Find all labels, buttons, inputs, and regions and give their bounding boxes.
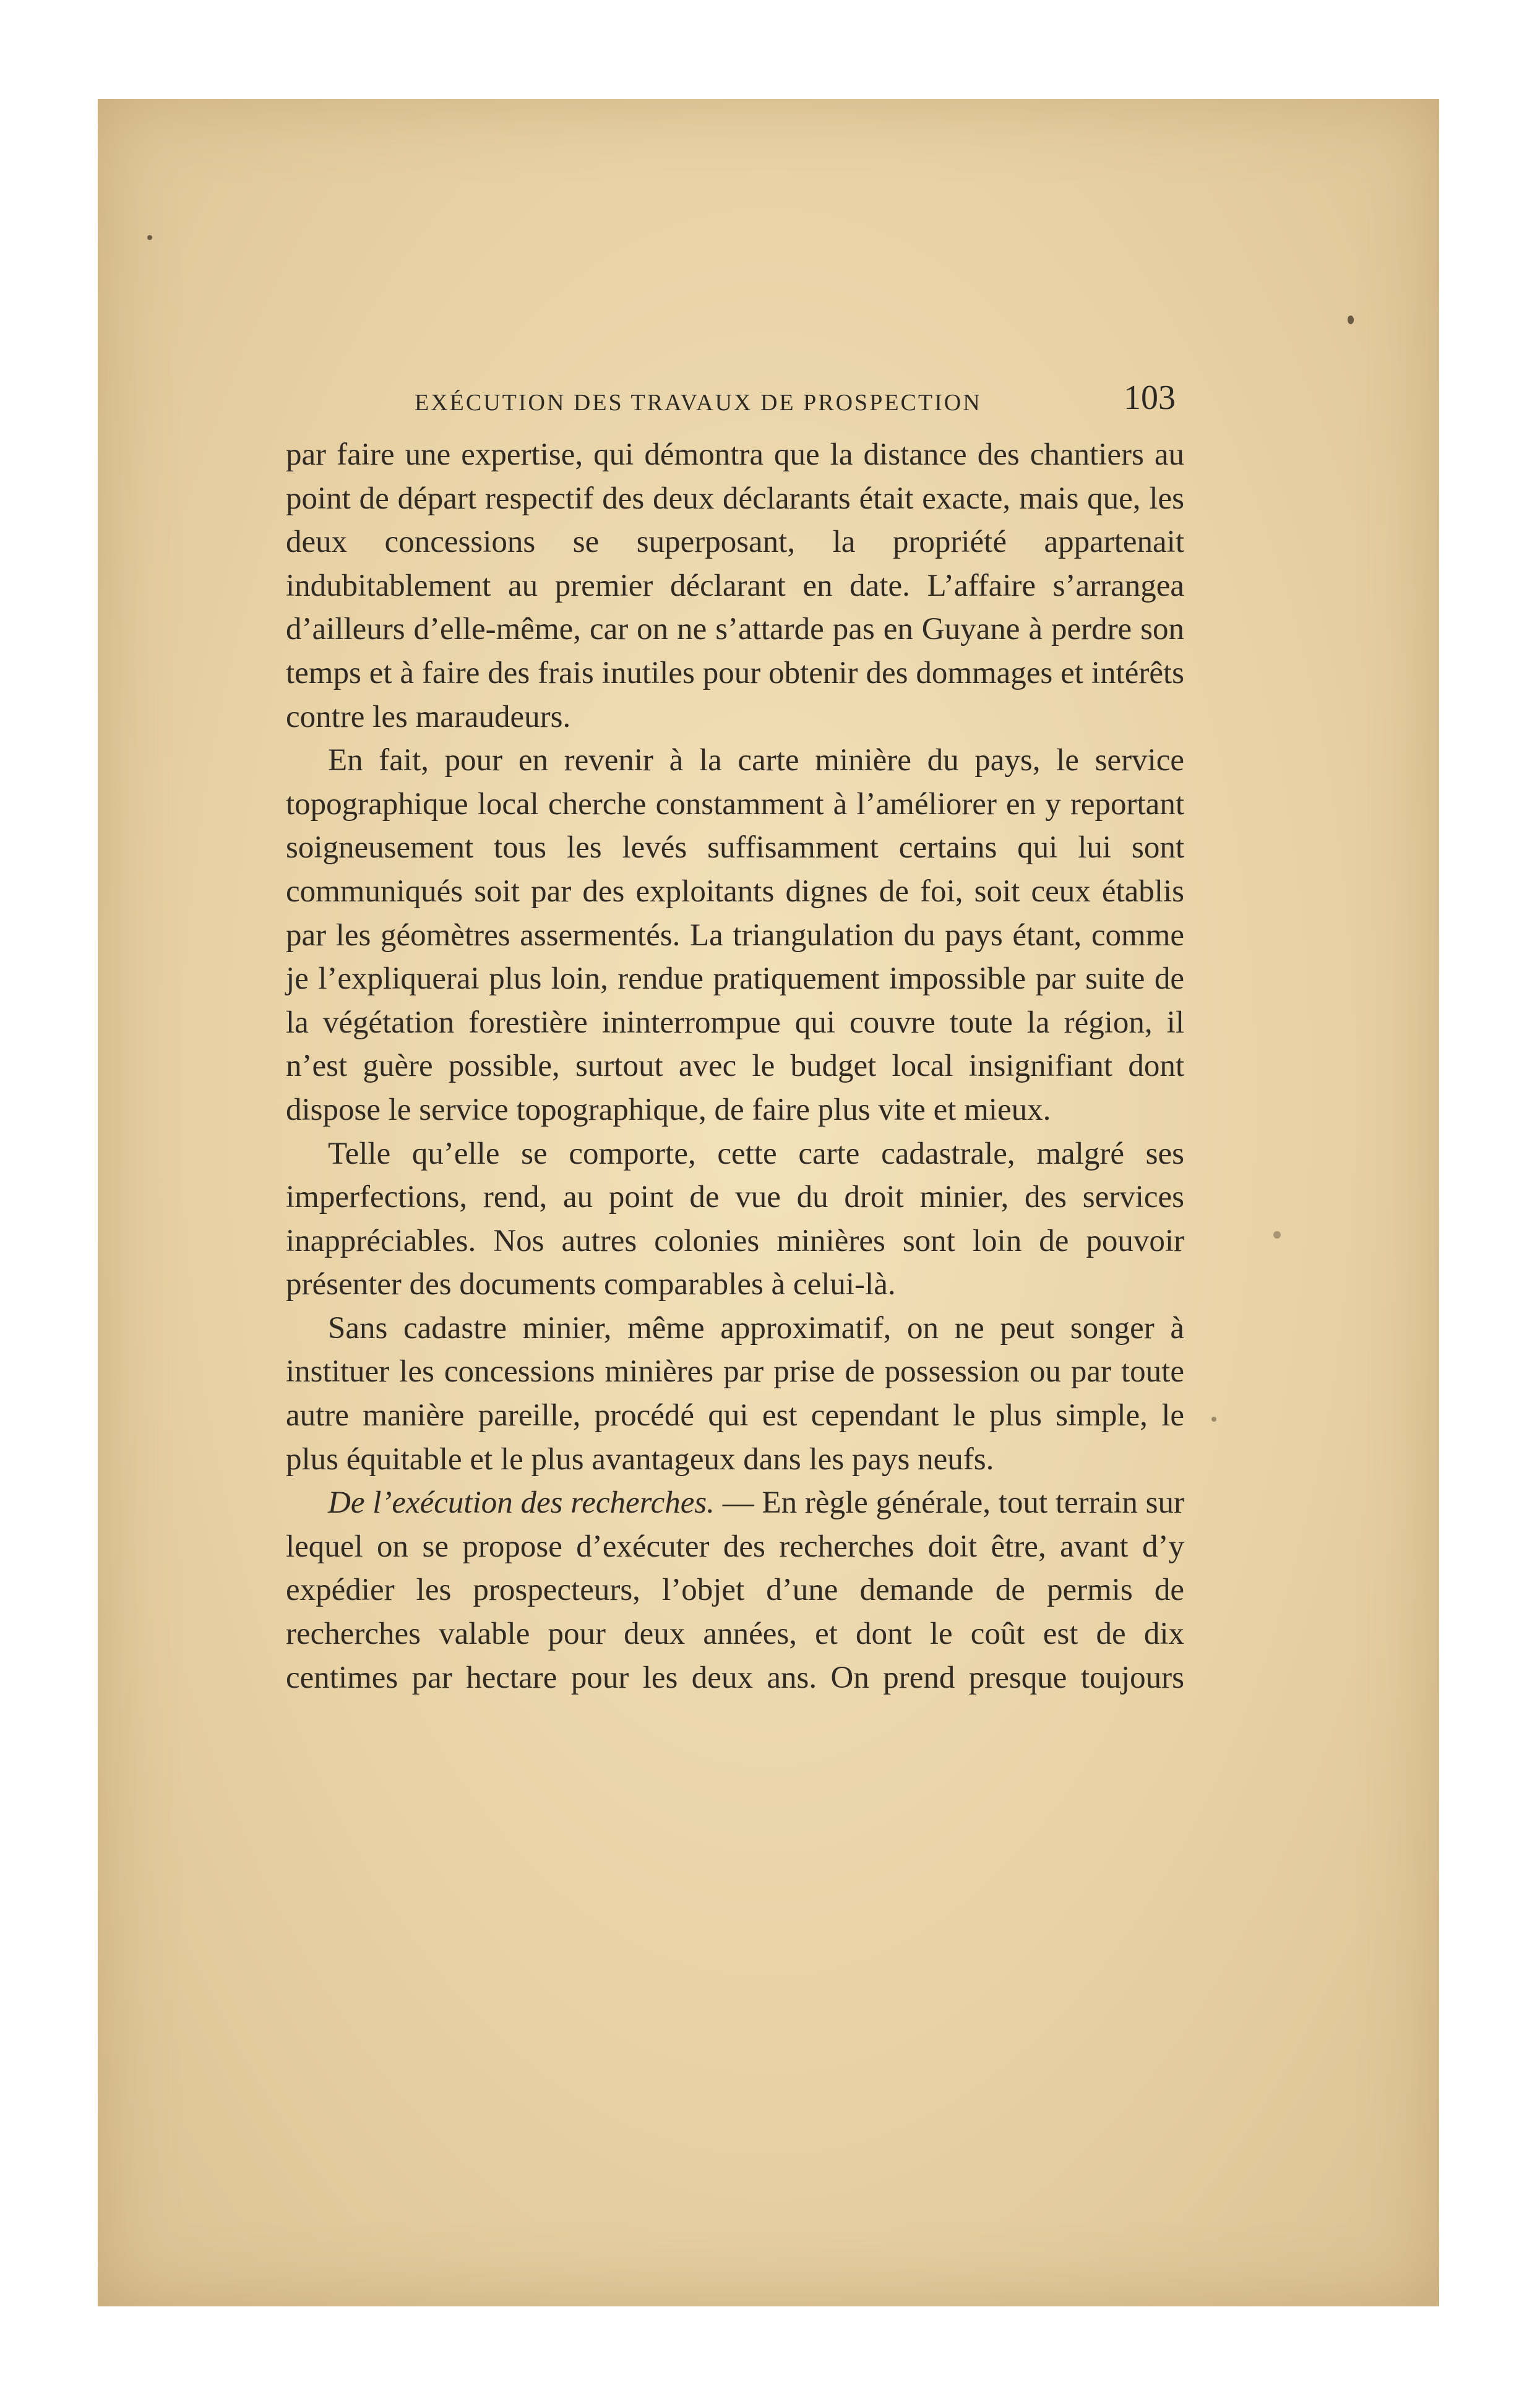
paragraph: Telle qu’elle se comporte, cette carte cadastrale, malgré ses imperfections, rend, au point de vue du droit minier, des services inappréciables. Nos autres colonies minières sont loin de pouvoir présenter des documents comparables à celui-là. bbox=[286, 1136, 1184, 1302]
page-header bbox=[396, 374, 1188, 424]
page-number: 103 bbox=[1124, 379, 1176, 417]
paper-speck bbox=[1348, 316, 1354, 324]
paragraph: par faire une expertise, qui démontra que la distance des chantiers au point de départ respectif des deux déclarants était exacte, mais que, les deux concessions se superposant, la propriété appartenait indubitablement au premier déclarant en date. L’affaire s’arrangea d’ailleurs d’elle-même, car on ne s’attarde pas en Guyane à perdre son temps et à faire des frais inutiles pour obtenir des dommages et intérêts contre les maraudeurs. bbox=[286, 437, 1184, 734]
paper-speck bbox=[1273, 1231, 1281, 1239]
body-text bbox=[286, 433, 1184, 1699]
paper-speck bbox=[147, 235, 152, 240]
running-title: EXÉCUTION DES TRAVAUX DE PROSPECTION bbox=[415, 390, 982, 416]
paragraph: Sans cadastre minier, même approximatif, on ne peut songer à instituer les concessions minières par prise de possession ou par toute autre manière pareille, procédé qui est cependant le plus simple, le plus équitable et le plus avantageux dans les pays neufs. bbox=[286, 1310, 1184, 1477]
paragraph bbox=[286, 1481, 1184, 1699]
paragraph-text: — En règle générale, tout terrain sur lequel on se propose d’exécuter des recherches doit être, avant d’y expédier les prospecteurs, l’objet d’une demande de permis de recherches valable pour deux années, et dont le coût est de dix centimes par hectare pour les deux ans. On prend presque toujours bbox=[286, 1485, 1184, 1695]
section-heading: De l’exécution des recherches. bbox=[328, 1485, 715, 1521]
paragraph: En fait, pour en revenir à la carte minière du pays, le service topographique local cherche constamment à l’améliorer en y reportant soigneusement tous les levés suffisamment certains qui lui sont communiqués soit par des exploitants dignes de foi, soit ceux établis par les géomètres assermentés. La triangulation du pays étant, comme je l’expliquerai plus loin, rendue pratiquement impossible par suite de la végétation forestière ininterrompue qui couvre toute la région, il n’est guère possible, surtout avec le budget local insignifiant dont dispose le service topographique, de faire plus vite et mieux. bbox=[286, 743, 1184, 1127]
paper-speck bbox=[1211, 1417, 1216, 1422]
